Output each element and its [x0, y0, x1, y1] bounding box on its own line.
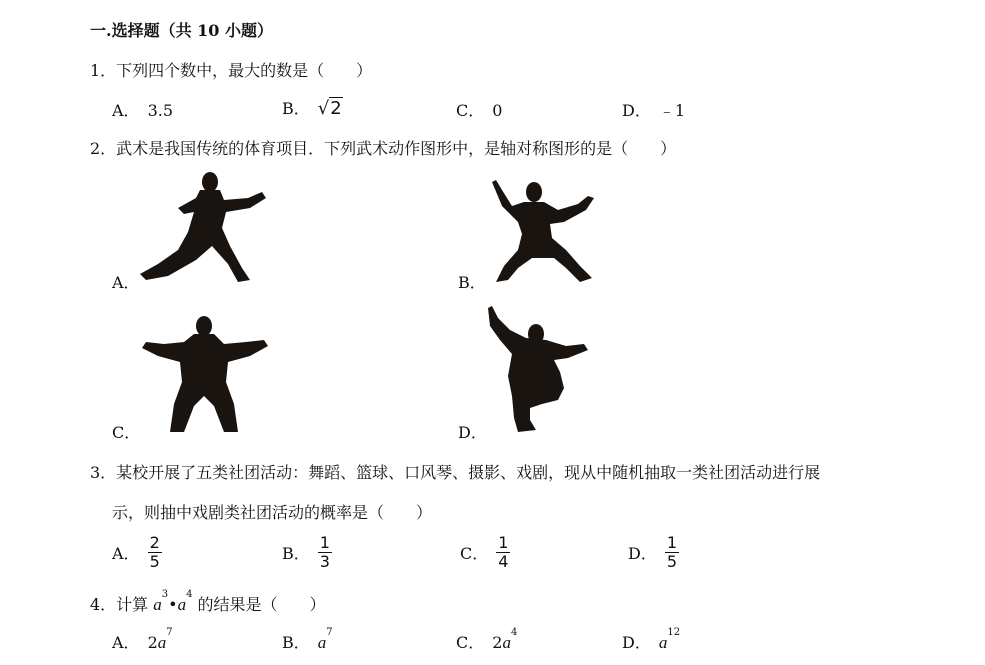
option-label: C． [460, 544, 489, 563]
q2-option-a-label[interactable]: A． [112, 273, 140, 292]
fraction [496, 534, 510, 571]
numerator: 1 [319, 533, 330, 552]
option-label: B． [282, 99, 310, 118]
stem-prefix: 4．计算 [90, 595, 154, 614]
option-label: A． [112, 633, 140, 652]
q3-option-b[interactable] [282, 534, 332, 571]
q3-option-c[interactable] [460, 534, 510, 571]
square-root-expression: √2 [317, 98, 342, 119]
q2-option-d-label[interactable]: D． [458, 423, 487, 442]
expr-exponent-1: 3 [161, 589, 169, 600]
martial-arts-figure-d[interactable] [484, 304, 594, 436]
expr-base-1: a [153, 595, 162, 614]
radicand: 2 [330, 98, 342, 119]
q1-option-b[interactable] [282, 96, 343, 119]
option-label: C． [456, 101, 485, 120]
option-label: A． [112, 544, 140, 563]
option-label: A． [112, 101, 140, 120]
exponent: 7 [166, 627, 173, 638]
denominator: 5 [149, 552, 160, 571]
question-3-stem-line-2: 示，则抽中戏剧类社团活动的概率是（ ） [112, 503, 433, 522]
question-1-stem: 1．下列四个数中，最大的数是（ ） [90, 61, 373, 80]
denominator: 4 [498, 552, 509, 571]
martial-arts-figure-a[interactable] [138, 168, 268, 286]
denominator: 5 [666, 552, 678, 571]
q4-option-c[interactable] [456, 627, 518, 653]
question-3-stem-line-1: 3．某校开展了五类社团活动：舞蹈、篮球、口风琴、摄影、戏剧，现从中随机抽取一类社团活动进行展 [90, 463, 821, 482]
q1-option-c[interactable] [456, 98, 502, 121]
martial-arts-figure-b[interactable] [484, 176, 600, 286]
option-value: 3.5 [147, 101, 174, 120]
q4-option-b[interactable] [282, 627, 333, 653]
fraction [148, 534, 162, 571]
base: a [502, 633, 511, 652]
option-label: D． [628, 544, 657, 563]
option-value: ﹣1 [658, 101, 686, 120]
q4-option-d[interactable] [622, 627, 681, 653]
exponent: 12 [667, 627, 681, 638]
question-2-stem: 2．武术是我国传统的体育项目．下列武术动作图形中，是轴对称图形的是（ ） [90, 139, 677, 158]
base: a [658, 633, 668, 652]
exponent: 4 [510, 627, 518, 638]
expr-exponent-2: 4 [186, 589, 193, 600]
coefficient: 2 [147, 633, 158, 652]
martial-arts-figure-c[interactable] [138, 312, 272, 436]
coefficient: 2 [492, 633, 503, 652]
q2-option-c-label[interactable]: C． [112, 423, 141, 442]
option-label: B． [282, 544, 310, 563]
numerator: 1 [666, 533, 678, 552]
q4-option-a[interactable] [112, 627, 173, 653]
fraction [665, 534, 679, 571]
option-label: D． [622, 101, 651, 120]
q3-option-d[interactable] [628, 534, 679, 571]
numerator: 2 [149, 533, 160, 552]
numerator: 1 [498, 533, 509, 552]
q2-option-b-label[interactable]: B． [458, 273, 486, 292]
multiply-dot: • [168, 595, 178, 614]
q3-option-a[interactable] [112, 534, 162, 571]
fraction [318, 534, 332, 571]
option-label: C． [456, 633, 485, 652]
base: a [317, 633, 327, 652]
option-value: 0 [492, 101, 503, 120]
q1-option-a[interactable] [112, 98, 173, 121]
question-4-stem [90, 589, 326, 615]
expr-base-2: a [177, 595, 187, 614]
option-label: B． [282, 633, 310, 652]
exponent: 7 [326, 627, 333, 638]
q1-option-d[interactable] [622, 98, 685, 121]
stem-suffix: 的结果是（ ） [192, 595, 326, 614]
base: a [157, 633, 167, 652]
denominator: 3 [319, 552, 330, 571]
section-title: 一.选择题（共 10 小题） [90, 21, 273, 40]
option-label: D． [622, 633, 651, 652]
